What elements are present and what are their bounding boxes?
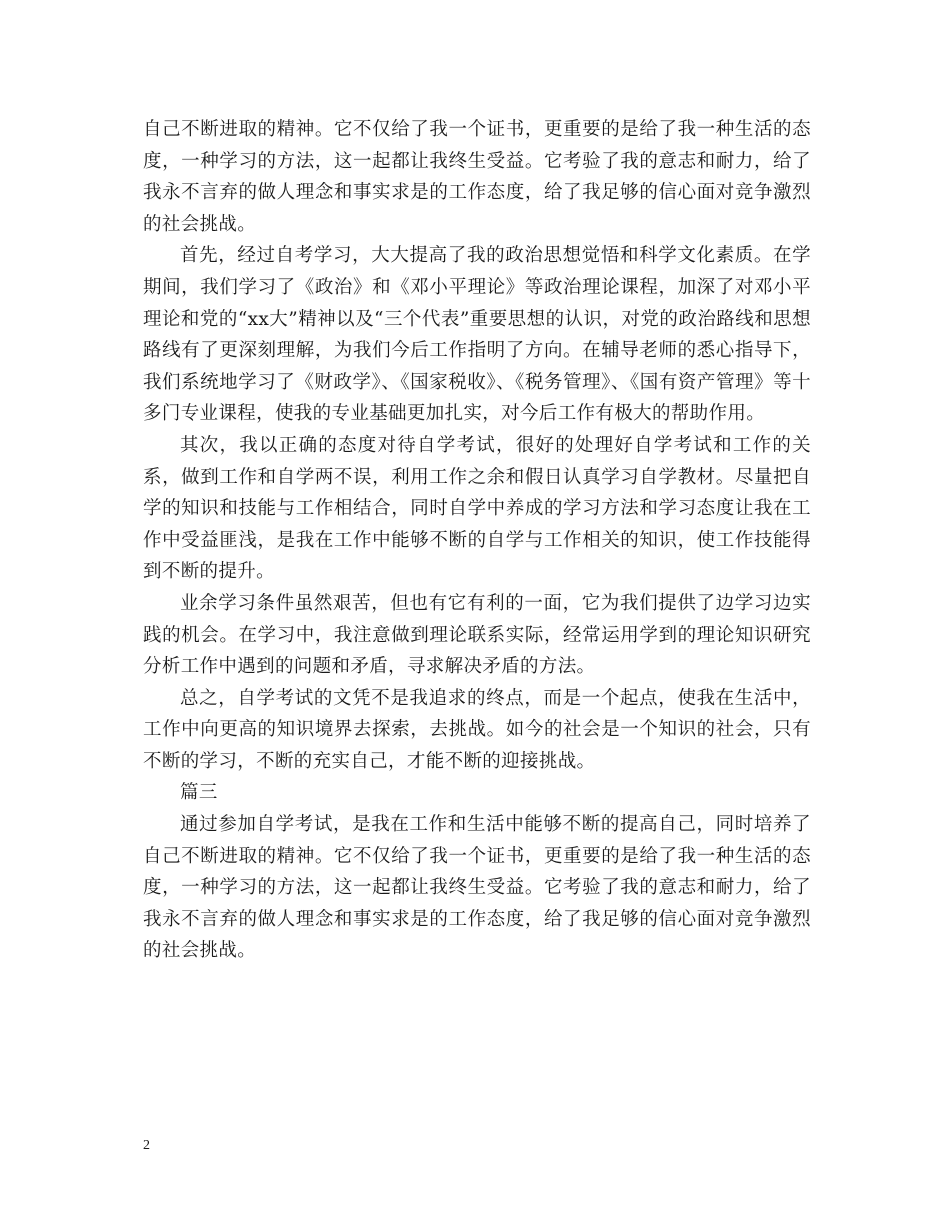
paragraph-section-three: 通过参加自学考试，是我在工作和生活中能够不断的提高自己，同时培养了自己不断进取的精神。它不仅给了我一个证书，更重要的是给了我一种生活的态度，一种学习的方法，这一起都让我终生受益。它考验了我的意志和耐力，给了我永不言弃的做人理念和事实求是的工作态度，给了我足够的信心面对竞争激烈的社会挑战。 — [143, 814, 811, 962]
section-heading: 篇三 — [180, 782, 218, 804]
paragraph-second: 其次，我以正确的态度对待自学考试，很好的处理好自学考试和工作的关系，做到工作和自学两不误，利用工作之余和假日认真学习自学教材。尽量把自学的知识和技能与工作相结合，同时自学中养成的学习方法和学习态度让我在工作中受益匪浅，是我在工作中能够不断的自学与工作相关的知识，使工作技能得到不断的提升。 — [143, 434, 811, 583]
page-number: 2 — [143, 1138, 150, 1153]
paragraph-continuation: 自己不断进取的精神。它不仅给了我一个证书，更重要的是给了我一种生活的态度，一种学习的方法，这一起都让我终生受益。它考验了我的意志和耐力，给了我永不言弃的做人理念和事实求是的工作态度，给了我足够的信心面对竞争激烈的社会挑战。 — [143, 119, 811, 235]
paragraph-conclusion: 总之，自学考试的文凭不是我追求的终点，而是一个起点，使我在生活中，工作中向更高的知识境界去探索，去挑战。如今的社会是一个知识的社会，只有不断的学习，不断的充实自己，才能不断的迎接挑战。 — [143, 687, 811, 772]
document-body — [143, 114, 811, 967]
paragraph-spare-time-study: 业余学习条件虽然艰苦，但也有它有利的一面，它为我们提供了边学习边实践的机会。在学习中，我注意做到理论联系实际，经常运用学到的理论知识研究分析工作中遇到的问题和矛盾，寻求解决矛盾的方法。 — [143, 592, 811, 678]
paragraph-first: 首先，经过自考学习，大大提高了我的政治思想觉悟和科学文化素质。在学期间，我们学习了《政治》和《邓小平理论》等政治理论课程，加深了对邓小平理论和党的“xx大”精神以及“三个代表”重要思想的认识，对党的政治路线和思想路线有了更深刻理解，为我们今后工作指明了方向。在辅导老师的悉心指导下，我们系统地学习了《财政学》、《国家税收》、《税务管理》、《国有资产管理》等十多门专业课程，使我的专业基础更加扎实，对今后工作有极大的帮助作用。 — [143, 245, 811, 425]
